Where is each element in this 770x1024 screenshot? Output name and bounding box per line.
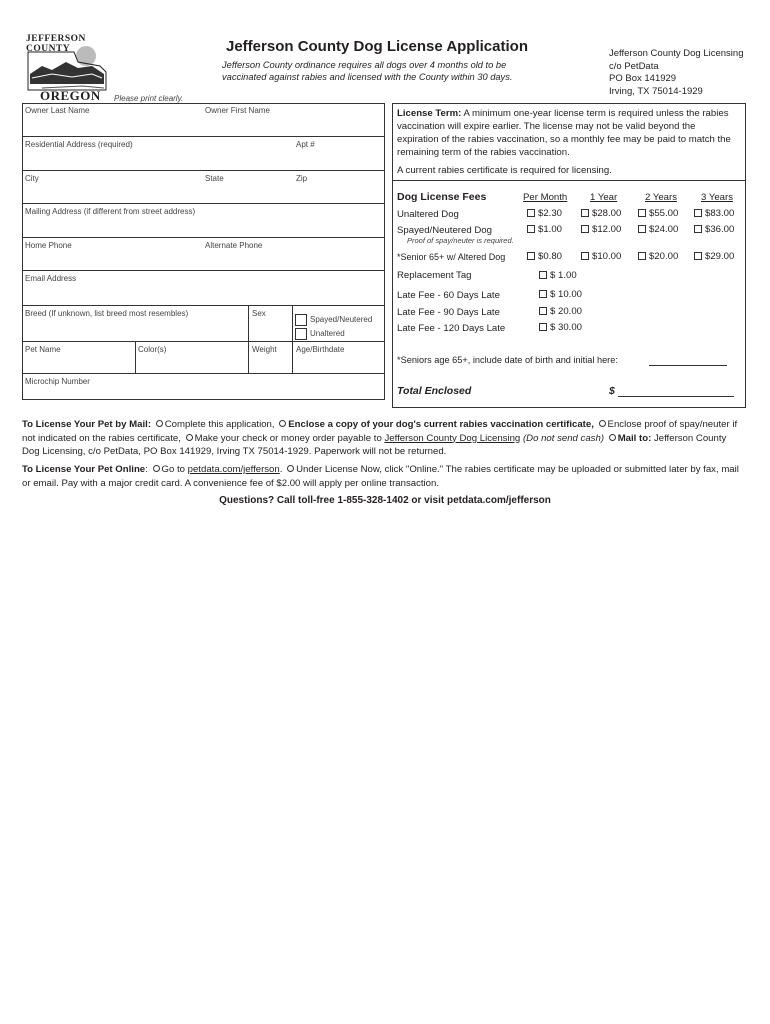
- col-1-year: 1 Year: [590, 192, 618, 203]
- state-field[interactable]: State: [205, 174, 224, 183]
- license-term-label: License Term:: [397, 108, 462, 119]
- logo-line1: JEFFERSON: [26, 34, 86, 44]
- home-phone-field[interactable]: Home Phone: [25, 241, 72, 250]
- mailing-address-block: [609, 48, 744, 98]
- logo-line2: COUNTY: [26, 44, 71, 54]
- fee-row-label: Spayed/Neutered Dog: [397, 225, 492, 236]
- owner-last-name-field[interactable]: Owner Last Name: [25, 106, 90, 115]
- extra-fee-label: Replacement Tag: [397, 270, 472, 281]
- senior-initial-line[interactable]: [649, 365, 727, 366]
- print-note: Please print clearly.: [114, 94, 184, 103]
- address-line: Irving, TX 75014-1929: [609, 85, 703, 97]
- fee-option[interactable]: $12.00: [581, 224, 621, 235]
- online-instructions: To License Your Pet Online: Go to petdata.com/jefferson. Under License Now, click "Online." The rabies certificate may be uploaded or submitted later by fax, mail or email. Pay with a major credit card. A convenience fee of $2.00 will apply per online transaction.: [22, 464, 739, 489]
- col-3-years: 3 Years: [701, 192, 734, 203]
- petdata-link[interactable]: petdata.com/jefferson: [187, 464, 280, 475]
- col-per-month: Per Month: [523, 192, 568, 203]
- proof-note: Proof of spay/neuter is required.: [407, 236, 514, 245]
- fee-option[interactable]: $29.00: [694, 251, 734, 262]
- mail-label: To License Your Pet by Mail:: [22, 419, 152, 430]
- bullet-icon: [599, 420, 606, 427]
- spayed-neutered-checkbox[interactable]: [295, 314, 307, 326]
- questions-line: Questions? Call toll-free 1-855-328-1402 or visit petdata.com/jefferson: [219, 495, 551, 506]
- address-line: c/o PetData: [609, 60, 659, 72]
- age-birthdate-field[interactable]: Age/Birthdate: [296, 345, 345, 354]
- extra-fee-label: Late Fee - 90 Days Late: [397, 307, 500, 318]
- unaltered-checkbox[interactable]: [295, 328, 307, 340]
- bullet-icon: [186, 434, 193, 441]
- subtitle-line2: vaccinated against rabies and licensed with the County within 30 days.: [222, 72, 513, 82]
- online-label: To License Your Pet Online: [22, 464, 146, 475]
- col-2-years: 2 Years: [645, 192, 678, 203]
- fee-option[interactable]: $2.30: [527, 208, 562, 219]
- fee-option[interactable]: $1.00: [527, 224, 562, 235]
- senior-note: *Seniors age 65+, include date of birth and initial here:: [397, 355, 618, 365]
- weight-field[interactable]: Weight: [252, 345, 277, 354]
- bullet-icon: [156, 420, 163, 427]
- extra-fee-label: Late Fee - 60 Days Late: [397, 290, 500, 301]
- county-logo: [22, 34, 108, 102]
- bullet-icon: [279, 420, 286, 427]
- fee-option[interactable]: $83.00: [694, 208, 734, 219]
- sex-field[interactable]: Sex: [252, 309, 266, 318]
- colors-field[interactable]: Color(s): [138, 345, 167, 354]
- extra-fee-label: Late Fee - 120 Days Late: [397, 323, 506, 334]
- total-dollar: $: [609, 385, 615, 397]
- fee-option[interactable]: $10.00: [581, 251, 621, 262]
- fees-heading: Dog License Fees: [397, 191, 487, 203]
- city-field[interactable]: City: [25, 174, 39, 183]
- fee-option[interactable]: $0.80: [527, 251, 562, 262]
- oregon-map-icon: [22, 44, 108, 92]
- extra-fee-option[interactable]: $ 20.00: [539, 306, 582, 317]
- mailing-address-field[interactable]: Mailing Address (if different from street address): [25, 207, 196, 216]
- payee-name: Jefferson County Dog Licensing: [384, 432, 521, 444]
- certificate-note: A current rabies certificate is required for licensing.: [397, 165, 612, 176]
- alternate-phone-field[interactable]: Alternate Phone: [205, 241, 263, 250]
- fee-option[interactable]: $28.00: [581, 208, 621, 219]
- fee-option[interactable]: $36.00: [694, 224, 734, 235]
- fee-row-label: *Senior 65+ w/ Altered Dog: [397, 252, 506, 262]
- owner-first-name-field[interactable]: Owner First Name: [205, 106, 270, 115]
- spayed-neutered-label: Spayed/Neutered: [310, 315, 373, 324]
- address-line: Jefferson County Dog Licensing: [609, 48, 744, 59]
- extra-fee-option[interactable]: $ 30.00: [539, 322, 582, 333]
- total-label: Total Enclosed: [397, 385, 472, 397]
- subtitle-line1: Jefferson County ordinance requires all dogs over 4 months old to be: [222, 60, 507, 70]
- bullet-icon: [153, 465, 160, 472]
- mail-instructions: To License Your Pet by Mail: Complete this application, Enclose a copy of your dog's current rabies vaccination certificate, Enclose proof of spay/neuter if not indicated on the rabies certificate, Make your check or money order payable to Jefferson County Dog Licensing (Do not send cash) Mail to: Jefferson County Dog Licensing, c/o PetData, PO Box 141929, Irving TX 75014-1929. Paperwork will not be returned.: [22, 419, 738, 457]
- address-line: PO Box 141929: [609, 73, 677, 84]
- bullet-icon: [609, 434, 616, 441]
- unaltered-label: Unaltered: [310, 329, 345, 338]
- fee-option[interactable]: $55.00: [638, 208, 678, 219]
- pet-name-field[interactable]: Pet Name: [25, 345, 61, 354]
- fee-row-label: Unaltered Dog: [397, 209, 459, 220]
- extra-fee-option[interactable]: $ 10.00: [539, 289, 582, 300]
- residential-address-field[interactable]: Residential Address (required): [25, 140, 133, 149]
- license-term-body: A minimum one-year license term is required unless the rabies vaccination will expire earlier. The license may not be valid beyond the expiration of the rabies vaccination, so a monthly fee may be paid to match the remaining term of the rabies vaccination.: [397, 108, 731, 158]
- fee-option[interactable]: $20.00: [638, 251, 678, 262]
- microchip-field[interactable]: Microchip Number: [25, 377, 90, 386]
- zip-field[interactable]: Zip: [296, 174, 308, 183]
- logo-state: OREGON: [40, 88, 101, 103]
- extra-fee-option[interactable]: $ 1.00: [539, 270, 577, 281]
- breed-field[interactable]: Breed (If unknown, list breed most resembles): [25, 309, 189, 318]
- bullet-icon: [287, 465, 294, 472]
- apt-field[interactable]: Apt #: [296, 140, 315, 149]
- total-line[interactable]: [618, 396, 734, 397]
- page-title: Jefferson County Dog License Application: [226, 38, 528, 55]
- fee-option[interactable]: $24.00: [638, 224, 678, 235]
- email-field[interactable]: Email Address: [25, 274, 77, 283]
- license-term-text: [397, 107, 739, 159]
